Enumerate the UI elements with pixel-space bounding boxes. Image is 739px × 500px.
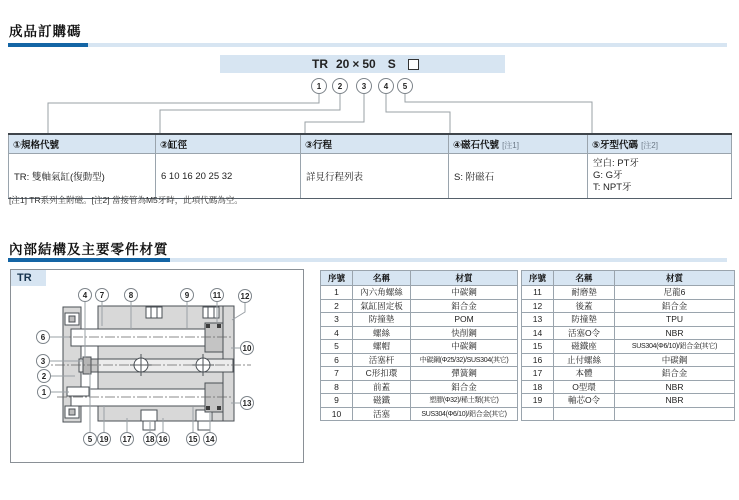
plate-screw-top	[69, 316, 75, 322]
code-circle-3-label: 3	[361, 82, 367, 91]
ordering-title-rule	[8, 43, 727, 47]
part-material: 中碳鋼	[411, 286, 518, 300]
parts-left-material-header: 材質	[411, 271, 518, 286]
parts-right-name-header: 名稱	[554, 271, 615, 286]
part-no: 4	[321, 326, 353, 340]
parts-right-header-row	[522, 271, 735, 286]
table-row	[522, 313, 735, 327]
part-no: 10	[321, 407, 353, 421]
callout-label-18: 18	[145, 435, 155, 444]
code-thread-placeholder-box	[408, 59, 419, 70]
part-no: 16	[522, 353, 554, 367]
table-row	[321, 367, 518, 381]
structure-title-rule	[8, 258, 727, 262]
table-row	[522, 299, 735, 313]
part-material: NBR	[615, 326, 735, 340]
callout-label-19: 19	[99, 435, 109, 444]
col5-label: 牙型代碼	[600, 140, 639, 151]
callout-label-8: 8	[128, 291, 134, 300]
ordering-col1-header	[9, 134, 156, 154]
thread-option-pt: 空白: PT牙	[593, 157, 639, 169]
part-no: 12	[522, 299, 554, 313]
table-row	[522, 394, 735, 408]
rod-nut	[83, 357, 91, 374]
leader-line-1	[48, 94, 319, 135]
ordering-col4-value: S: 附磁石	[449, 154, 588, 199]
ordering-col2-header	[156, 134, 301, 154]
part-material: SUS304(Φ6/10)/鋁合金(其它)	[615, 340, 735, 354]
part-no: 13	[522, 313, 554, 327]
part-material: SUS304(Φ6/10)/鋁合金(其它)	[411, 407, 518, 421]
assembly-screw	[67, 387, 89, 396]
part-name: 軸芯O令	[554, 394, 615, 408]
table-row	[321, 286, 518, 300]
col3-num: ③	[305, 140, 314, 151]
ordering-code-band	[220, 55, 505, 73]
leader-line-2	[160, 94, 340, 135]
part-material: 中碳鋼(Φ25/32)/SUS304(其它)	[411, 353, 518, 367]
table-row	[522, 340, 735, 354]
part-name: 磁鐵	[353, 394, 411, 408]
structure-title-rule-accent	[8, 258, 170, 262]
ordering-table-body-row	[9, 154, 732, 199]
code-circle-1-label: 1	[316, 82, 322, 91]
part-no: 5	[321, 340, 353, 354]
table-row	[321, 299, 518, 313]
leader-line-5	[405, 94, 592, 135]
callout-label-1: 1	[41, 388, 47, 397]
table-row	[522, 380, 735, 394]
ordering-footnote: [注1] TR系列全附磁。[注2] 當接管為M5牙時，此項代碼為空。	[9, 195, 243, 205]
ordering-col3-value: 詳見行程列表	[301, 154, 449, 199]
part-material: 鋁合金	[411, 380, 518, 394]
ordering-col3-header	[301, 134, 449, 154]
piston-bottom-seal-1	[206, 406, 210, 410]
table-row	[321, 407, 518, 421]
guide-rod-top	[71, 329, 221, 346]
table-row	[321, 326, 518, 340]
part-material: 快削鋼	[411, 326, 518, 340]
col3-label: 行程	[313, 140, 333, 151]
drawing-series-label: TR	[11, 270, 46, 286]
code-stroke: 50	[362, 57, 376, 71]
code-circle-4-label: 4	[383, 82, 389, 91]
part-no: 9	[321, 394, 353, 408]
ordering-code-callout-diagram	[0, 74, 739, 135]
ordering-section-title: 成品訂購碼	[9, 24, 82, 39]
structure-section-title: 內部結構及主要零件材質	[9, 242, 169, 257]
parts-left-no-header: 序號	[321, 271, 353, 286]
parts-left-header-row	[321, 271, 518, 286]
ordering-table	[8, 133, 732, 199]
part-name: C形扣環	[353, 367, 411, 381]
part-name: 止付螺絲	[554, 353, 615, 367]
bottom-port-1-boss	[143, 421, 155, 430]
col2-label: 缸徑	[168, 140, 188, 151]
table-row	[321, 313, 518, 327]
part-name: 氣缸固定板	[353, 299, 411, 313]
code-multiply-sign: ×	[352, 57, 360, 71]
ordering-col2-value: 6 10 16 20 25 32	[156, 154, 301, 199]
part-material: 塑膠(Φ32)/稀土類(其它)	[411, 394, 518, 408]
leader-line-3	[305, 94, 364, 135]
callout-label-4: 4	[82, 291, 88, 300]
piston-top-seal-2	[217, 324, 221, 328]
ordering-table-header-row	[9, 134, 732, 154]
code-circle-2-label: 2	[337, 82, 343, 91]
ordering-col5-header	[588, 134, 732, 154]
leader-line-4	[386, 94, 450, 135]
part-no: 14	[522, 326, 554, 340]
callout-label-11: 11	[212, 291, 222, 300]
col4-num: ④	[453, 140, 462, 151]
part-no: 15	[522, 340, 554, 354]
part-no: 11	[522, 286, 554, 300]
table-row	[321, 340, 518, 354]
table-row	[522, 407, 735, 421]
part-no: 3	[321, 313, 353, 327]
part-name: 防撞墊	[554, 313, 615, 327]
guide-rod-bottom	[71, 389, 221, 406]
table-row	[522, 286, 735, 300]
plate-screw-bottom	[69, 409, 75, 415]
part-name: 磁鐵座	[554, 340, 615, 354]
callout-label-2: 2	[41, 372, 47, 381]
part-name: 活塞	[353, 407, 411, 421]
parts-left-name-header: 名稱	[353, 271, 411, 286]
code-magnet: S	[387, 57, 396, 71]
part-no: 7	[321, 367, 353, 381]
part-name: 本體	[554, 367, 615, 381]
bottom-port-2-boss	[198, 421, 210, 430]
code-bore: 20	[336, 57, 350, 71]
col5-num: ⑤	[592, 140, 601, 151]
part-name: 內六角螺絲	[353, 286, 411, 300]
part-name: 防撞墊	[353, 313, 411, 327]
part-name: 活塞杆	[353, 353, 411, 367]
part-no: 6	[321, 353, 353, 367]
part-no: 2	[321, 299, 353, 313]
piston-top-seal-1	[206, 324, 210, 328]
ordering-title-rule-accent	[8, 43, 88, 47]
part-material: 中碳鋼	[411, 340, 518, 354]
part-name: 耐磨墊	[554, 286, 615, 300]
thread-option-g: G: G牙	[593, 169, 623, 181]
part-no: 18	[522, 380, 554, 394]
table-row	[522, 353, 735, 367]
ordering-col5-values	[588, 154, 732, 199]
table-row	[321, 394, 518, 408]
piston-bottom-seal-2	[217, 406, 221, 410]
bottom-port-1	[141, 410, 157, 421]
part-material: 彈簧鋼	[411, 367, 518, 381]
part-name: 後蓋	[554, 299, 615, 313]
parts-table-right	[521, 270, 735, 421]
callout-label-10: 10	[242, 344, 252, 353]
part-no	[522, 407, 554, 421]
part-no: 8	[321, 380, 353, 394]
ordering-col1-value: TR: 雙軸氣缸(復動型)	[9, 154, 156, 199]
table-row	[321, 353, 518, 367]
ordering-col4-header	[449, 134, 588, 154]
part-name: 前蓋	[353, 380, 411, 394]
table-row	[522, 326, 735, 340]
code-series: TR	[312, 57, 328, 71]
part-material: 鋁合金	[411, 299, 518, 313]
col4-label: 磁石代號	[461, 140, 500, 151]
part-material: POM	[411, 313, 518, 327]
table-row	[522, 367, 735, 381]
callout-label-17: 17	[122, 435, 132, 444]
cylinder-cross-section	[11, 270, 303, 462]
callout-label-5: 5	[87, 435, 93, 444]
parts-right-material-header: 材質	[615, 271, 735, 286]
col1-num: ①	[13, 140, 22, 151]
parts-right-no-header: 序號	[522, 271, 554, 286]
top-port-1	[146, 307, 162, 318]
callout-label-12: 12	[240, 292, 250, 301]
col2-num: ②	[160, 140, 169, 151]
part-name: 螺帽	[353, 340, 411, 354]
code-circle-5-label: 5	[402, 82, 408, 91]
part-name: O型環	[554, 380, 615, 394]
callout-label-3: 3	[40, 357, 46, 366]
part-no: 19	[522, 394, 554, 408]
part-no: 17	[522, 367, 554, 381]
part-material: NBR	[615, 394, 735, 408]
part-name	[554, 407, 615, 421]
cross-section-drawing-box	[10, 269, 304, 463]
callout-label-9: 9	[184, 291, 190, 300]
part-material: 鋁合金	[615, 367, 735, 381]
callout-label-14: 14	[205, 435, 215, 444]
parts-table-left	[320, 270, 518, 421]
part-name: 螺絲	[353, 326, 411, 340]
part-material: 鋁合金	[615, 299, 735, 313]
part-material: 中碳鋼	[615, 353, 735, 367]
callout-label-6: 6	[40, 333, 46, 342]
col1-label: 規格代號	[21, 140, 60, 151]
part-material	[615, 407, 735, 421]
part-material: TPU	[615, 313, 735, 327]
part-material: 尼龍6	[615, 286, 735, 300]
callout-label-16: 16	[158, 435, 168, 444]
thread-option-npt: T: NPT牙	[593, 181, 632, 193]
callout-label-7: 7	[99, 291, 105, 300]
part-name: 活塞O令	[554, 326, 615, 340]
table-row	[321, 380, 518, 394]
rod-collar	[91, 359, 98, 372]
part-material: NBR	[615, 380, 735, 394]
callout-label-13: 13	[242, 399, 252, 408]
callout-label-15: 15	[188, 435, 198, 444]
col4-note: [注1]	[502, 141, 519, 150]
col5-note: [注2]	[641, 141, 658, 150]
part-no: 1	[321, 286, 353, 300]
